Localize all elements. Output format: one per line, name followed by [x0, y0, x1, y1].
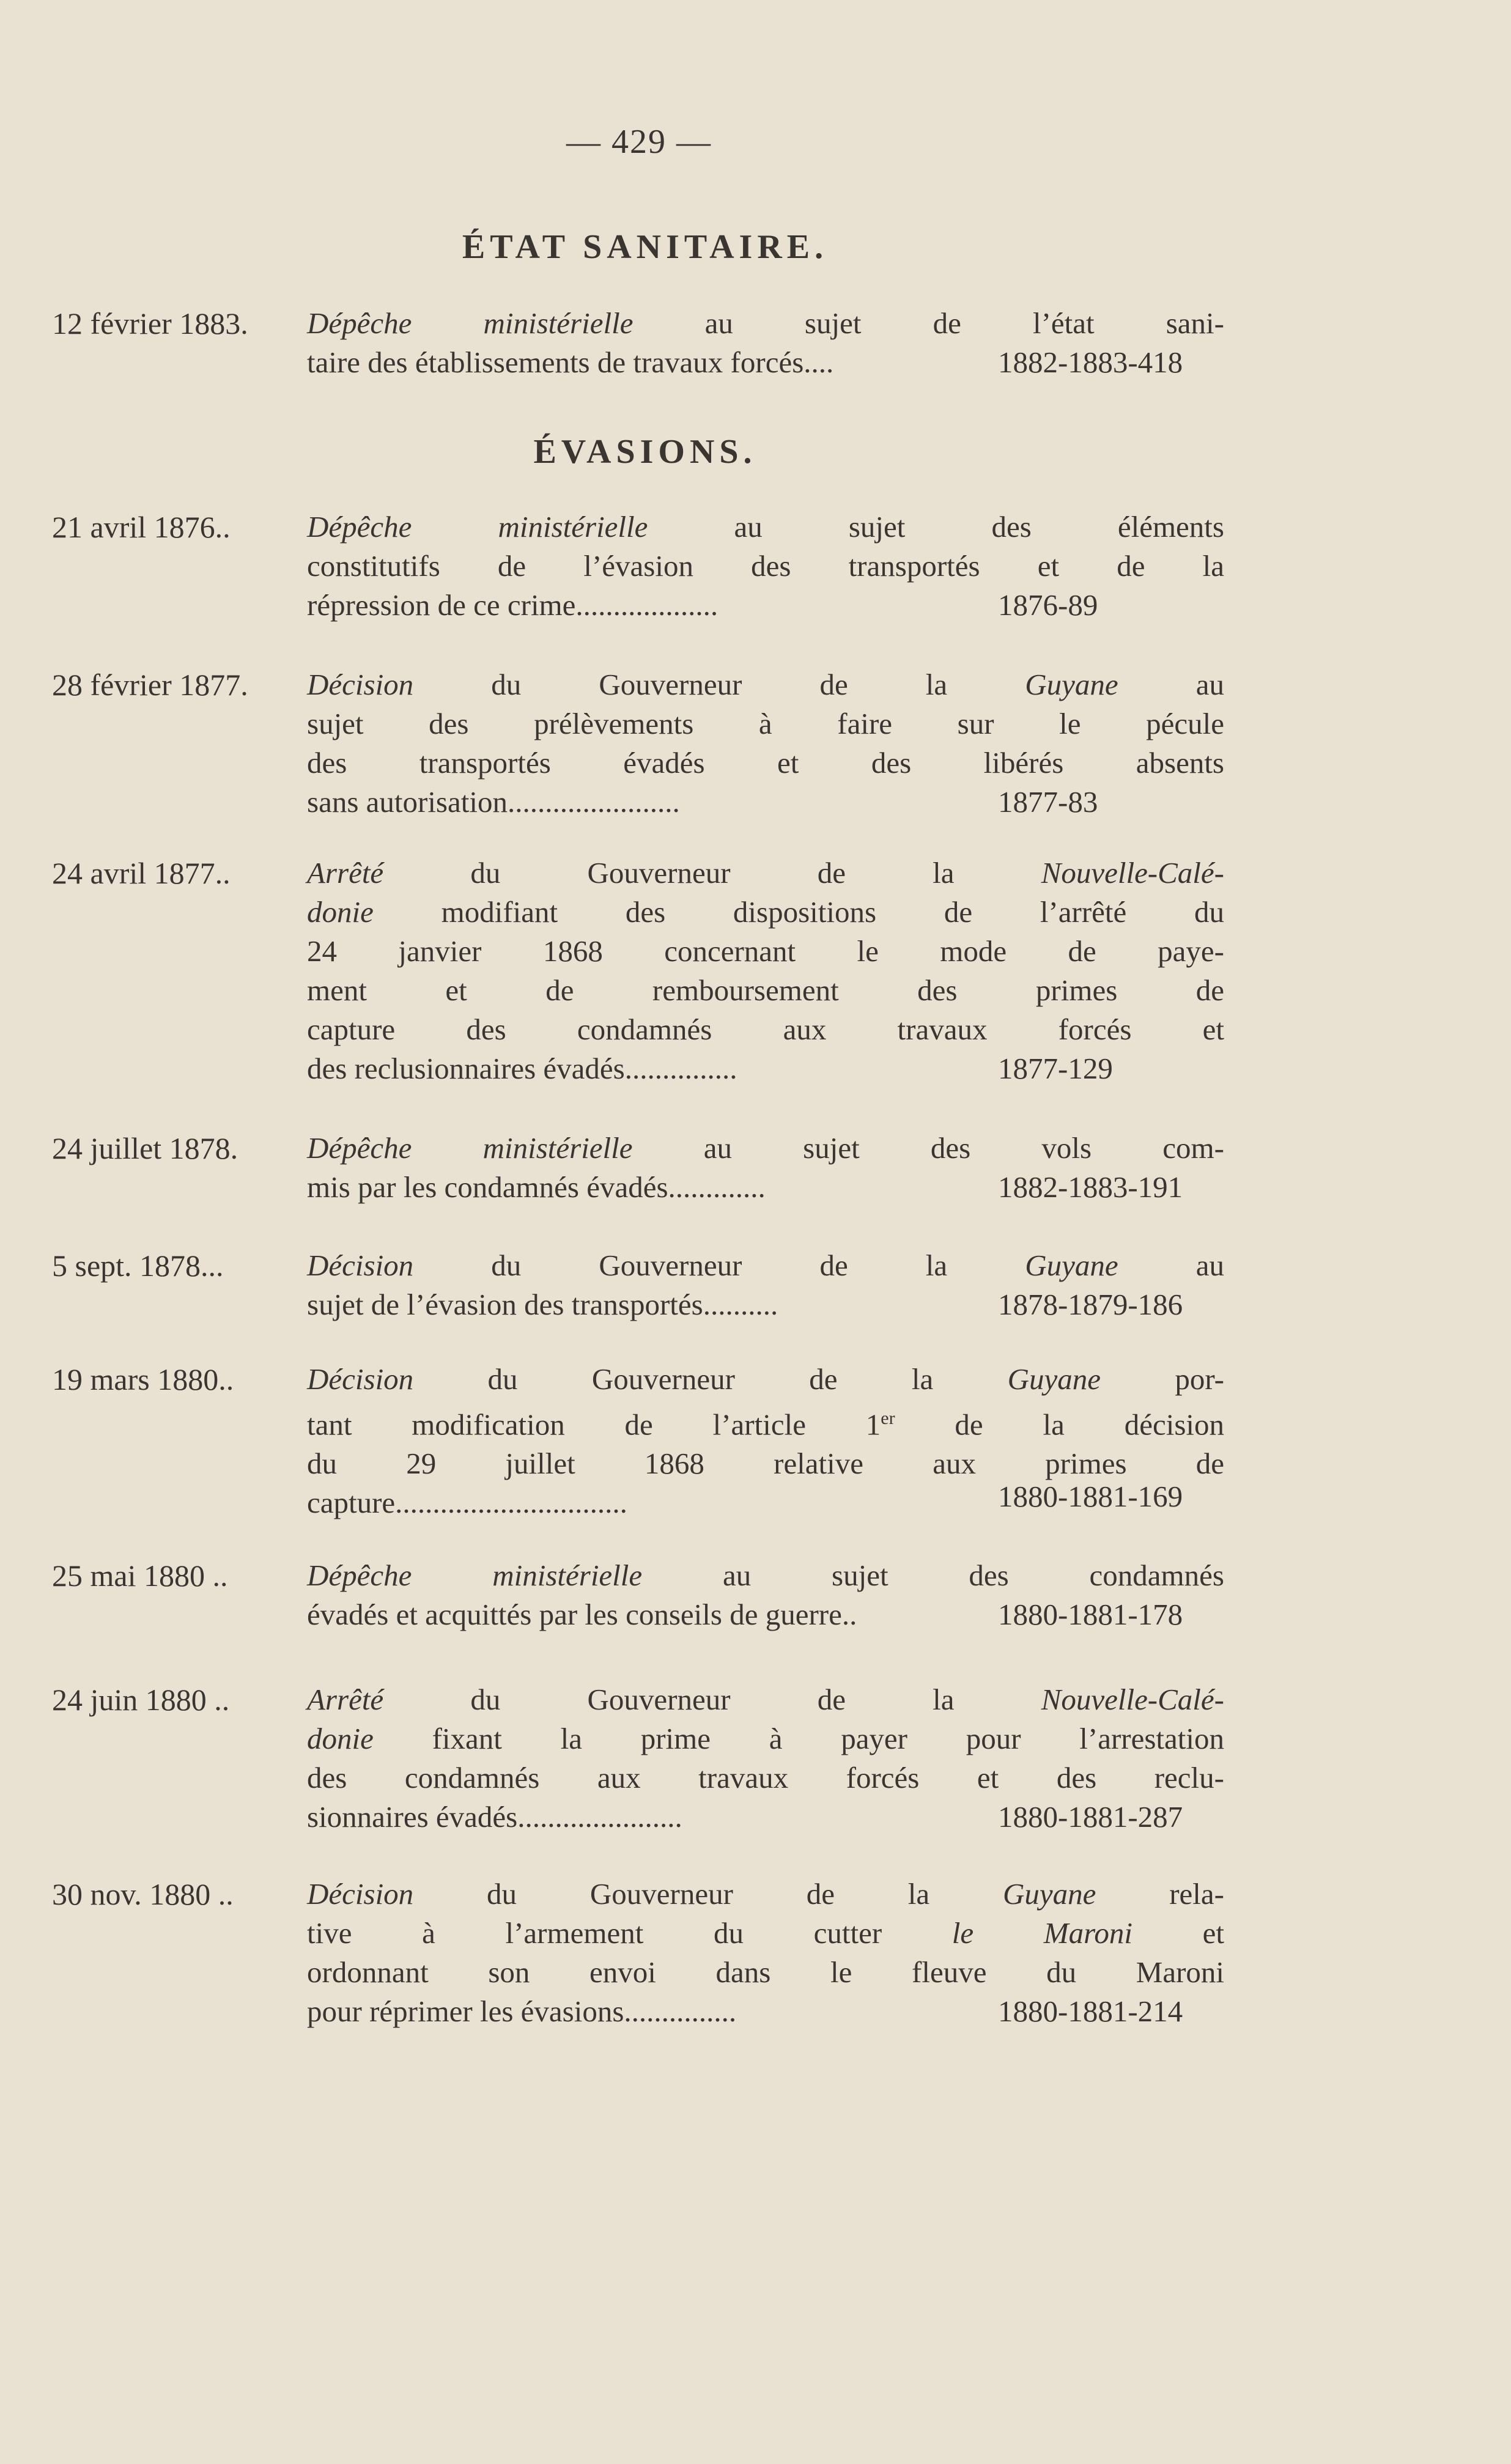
entry-colony: Nouvelle-Calé-: [1041, 1683, 1224, 1716]
entry-reference: 1882-1883-191: [998, 1170, 1183, 1204]
entry-doc-type: Décision: [307, 668, 414, 701]
entry-line: tive à l’armement du cutter: [307, 1916, 952, 1950]
entry-doc-type: Dépêche ministérielle: [307, 306, 634, 340]
entry-date: 24 juillet 1878.: [52, 1131, 238, 1165]
entry-line: des condamnés aux travaux forcés et des reclu-: [307, 1761, 1224, 1795]
entry-line: au: [1118, 668, 1224, 701]
entry-line: sans autorisation.......................: [307, 785, 680, 819]
entry-reference: 1877-83: [998, 785, 1098, 819]
entry-colony: Nouvelle-Calé-: [1041, 856, 1224, 890]
entry-doc-type: Décision: [307, 1877, 414, 1911]
entry-line: ment et de remboursement des primes de: [307, 973, 1224, 1007]
entry-colony: Guyane: [1007, 1362, 1101, 1396]
entry-line: du Gouverneur de la: [413, 1362, 1008, 1396]
entry-line: au: [1118, 1249, 1224, 1282]
entry-line: sujet de l’évasion des transportés..........: [307, 1288, 778, 1321]
entry-reference: 1877-129: [998, 1052, 1113, 1085]
entry-date: 30 nov. 1880 ..: [52, 1877, 234, 1911]
entry-colony: Guyane: [1003, 1877, 1096, 1911]
section-title-evasions: ÉVASIONS.: [533, 433, 757, 471]
entry-colony: donie: [307, 1722, 374, 1755]
entry-line: por-: [1100, 1362, 1224, 1396]
entry-line: sujet des prélèvements à faire sur le pécule: [307, 707, 1224, 740]
entry-date: 5 sept. 1878...: [52, 1249, 224, 1283]
superscript: er: [881, 1408, 895, 1428]
entry-line: capture...............................: [307, 1486, 627, 1520]
entry-date: 19 mars 1880..: [52, 1362, 234, 1396]
entry-line: ordonnant son envoi dans le fleuve du Maroni: [307, 1955, 1224, 1989]
entry-line: au sujet des condamnés: [642, 1558, 1224, 1592]
entry-line: rela-: [1096, 1877, 1224, 1911]
entry-doc-type: Dépêche ministérielle: [307, 1558, 643, 1592]
entry-ship-name: le Maroni: [951, 1916, 1132, 1950]
entry-line: du Gouverneur de la: [383, 1683, 1041, 1716]
entry-reference: 1880-1881-214: [998, 1994, 1183, 2028]
entry-doc-type: Décision: [307, 1249, 414, 1282]
section-title-etat-sanitaire: ÉTAT SANITAIRE.: [462, 228, 829, 266]
entry-line: sionnaires évadés......................: [307, 1800, 682, 1834]
entry-line: pour réprimer les évasions...............: [307, 1994, 737, 2028]
entry-doc-type: Arrêté: [307, 1683, 384, 1716]
entry-line: constitutifs de l’évasion des transportés et de la: [307, 549, 1224, 583]
entry-line: taire des établissements de travaux forcés....: [307, 345, 834, 379]
entry-colony: donie: [307, 895, 374, 929]
entry-line: et: [1132, 1916, 1224, 1950]
entry-doc-type: Dépêche ministérielle: [307, 510, 648, 544]
entry-reference: 1878-1879-186: [998, 1288, 1183, 1321]
entry-line: évadés et acquittés par les conseils de guerre..: [307, 1598, 857, 1631]
entry-line: au sujet des vols com-: [632, 1131, 1224, 1165]
entry-line: du Gouverneur de la: [413, 1249, 1025, 1282]
entry-line: des transportés évadés et des libérés absents: [307, 746, 1224, 780]
entry-date: 25 mai 1880 ..: [52, 1558, 228, 1593]
entry-line: au sujet des éléments: [648, 510, 1224, 544]
entry-reference: 1876-89: [998, 588, 1098, 622]
entry-colony: Guyane: [1025, 1249, 1118, 1282]
entry-line: modifiant des dispositions de l’arrêté du: [373, 895, 1224, 929]
entry-line: des reclusionnaires évadés...............: [307, 1052, 737, 1085]
entry-line: au sujet de l’état sani-: [633, 306, 1224, 340]
entry-reference: 1880-1881-178: [998, 1598, 1183, 1631]
entry-line: mis par les condamnés évadés.............: [307, 1170, 766, 1204]
entry-doc-type: Décision: [307, 1362, 414, 1396]
entry-reference: 1880-1881-287: [998, 1800, 1183, 1834]
page-number: — 429 —: [566, 123, 712, 161]
entry-line: répression de ce crime...................: [307, 588, 719, 622]
entry-line: du Gouverneur de la: [383, 856, 1041, 890]
entry-doc-type: Dépêche ministérielle: [307, 1131, 633, 1165]
entry-line: de la décision: [895, 1407, 1224, 1442]
entry-line: capture des condamnés aux travaux forcés et: [307, 1013, 1224, 1046]
entry-date: 12 février 1883.: [52, 306, 248, 341]
entry-doc-type: Arrêté: [307, 856, 384, 890]
entry-date: 24 avril 1877..: [52, 856, 231, 890]
entry-line: tant modification de l’article 1: [307, 1407, 881, 1442]
entry-line: fixant la prime à payer pour l’arrestation: [373, 1722, 1224, 1755]
entry-date: 28 février 1877.: [52, 668, 248, 702]
entry-line: du Gouverneur de la: [413, 1877, 1003, 1911]
entry-line: du Gouverneur de la: [413, 668, 1025, 701]
entry-line: du 29 juillet 1868 relative aux primes de: [307, 1447, 1224, 1481]
entry-line: 24 janvier 1868 concernant le mode de paye-: [307, 934, 1224, 968]
entry-reference: 1882-1883-418: [998, 345, 1183, 379]
entry-date: 21 avril 1876..: [52, 510, 231, 544]
entry-reference: 1880-1881-169: [998, 1480, 1183, 1513]
entry-colony: Guyane: [1025, 668, 1118, 701]
entry-date: 24 juin 1880 ..: [52, 1683, 230, 1717]
